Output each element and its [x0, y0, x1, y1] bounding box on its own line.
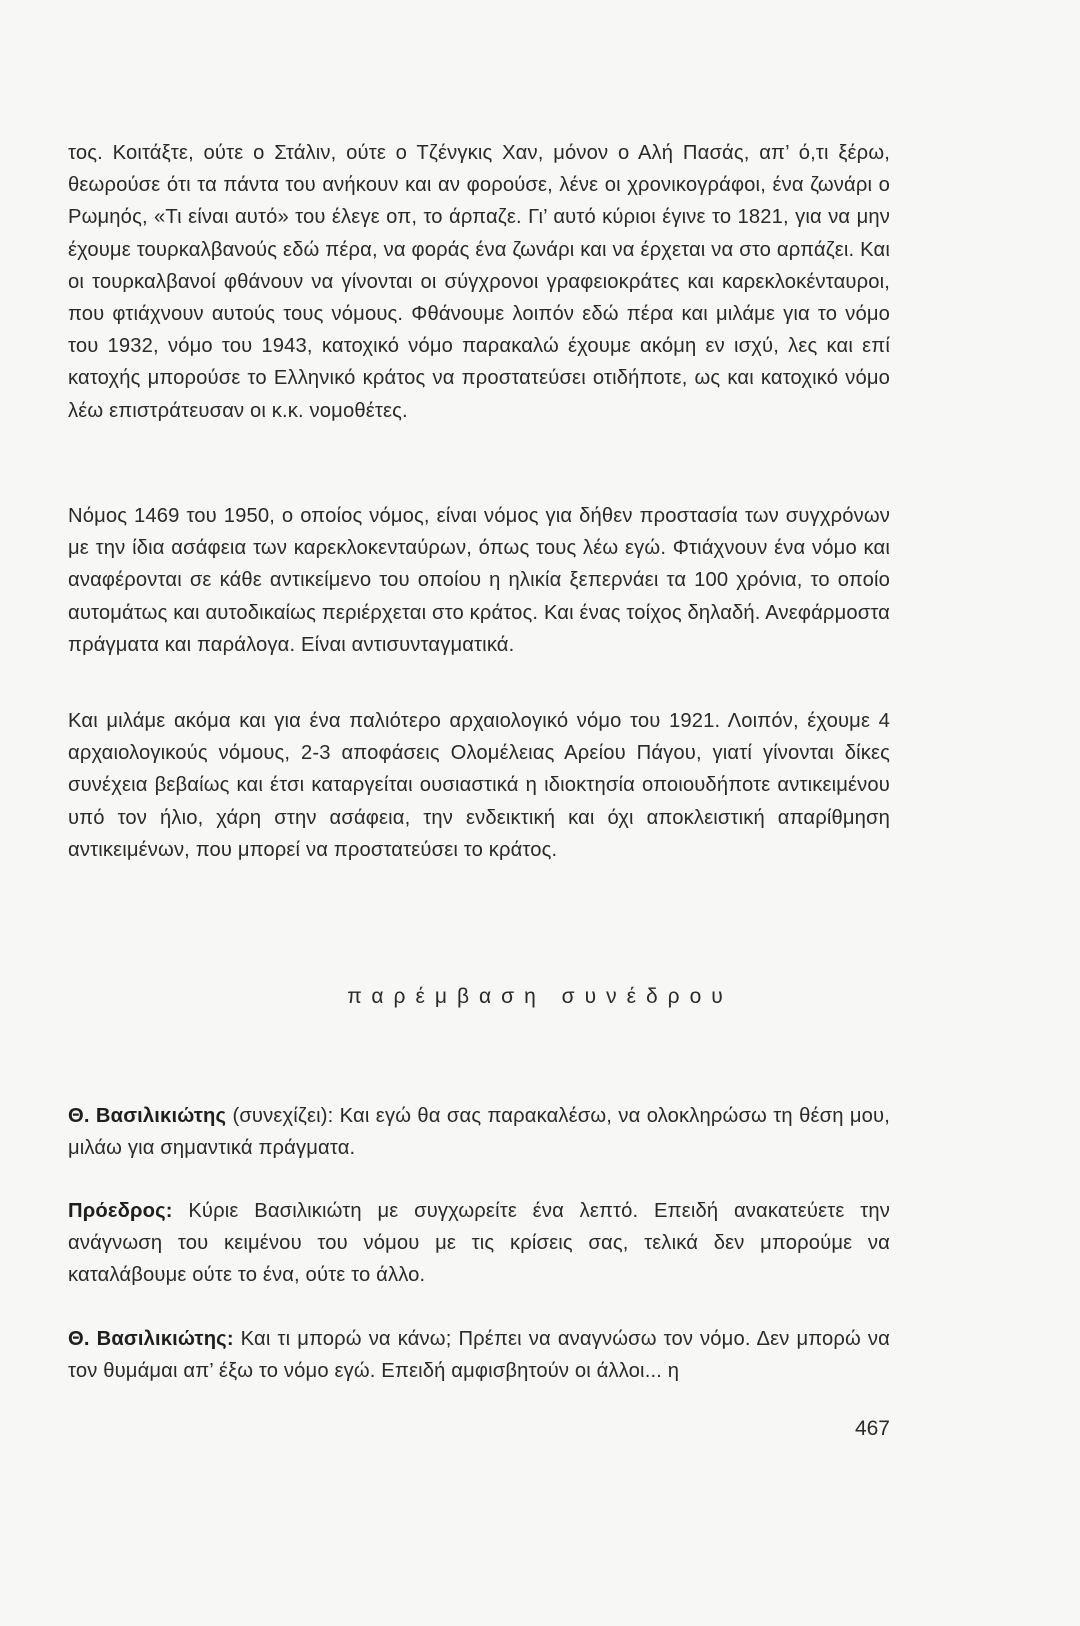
body-paragraph: Και μιλάμε ακόμα και για ένα παλιότερο αρχαιολογικό νόμο του 1921. Λοιπόν, έχουμε 4 αρχαιολογικούς νόμους, 2-3 αποφάσεις Ολομέλειας Αρείου Πάγου, γιατί γίνονται δίκες συνέχεια βεβαίως και έτσι καταργείται ουσιαστικά η ιδιοκτησία οποιουδήποτε αντικειμένου υπό τον ήλιο, χάρη στην ασάφεια, την ενδεικτική και όχι αποκλειστική απαρίθμηση αντικειμένων, που μπορεί να προστατεύσει το κράτος.: [68, 710, 890, 861]
speech-text: Και εγώ θα σας παρακαλέσω, να ολοκληρώσω τη θέση μου, μιλάω για σημαντικά πράγματα.: [68, 1105, 890, 1160]
speech-paragraph: [68, 1100, 890, 1164]
speaker-name: Θ. Βασιλικιώτης: [68, 1105, 227, 1127]
speech-text: Και τι μπορώ να κάνω; Πρέπει να αναγνώσω τον νόμο. Δεν μπορώ να τον θυμάμαι απ’ έξω το νόμο εγώ. Επειδή αμφισβητούν οι άλλοι... η: [68, 1328, 890, 1383]
body-paragraph: Νόμος 1469 του 1950, ο οποίος νόμος, είναι νόμος για δήθεν προστασία των συγχρόνων με την ίδια ασάφεια των καρεκλοκενταύρων, όπως τους λέω εγώ. Φτιάχνουν ένα νόμο και αναφέρονται σε κάθε αντικείμενο του οποίου η ηλικία ξεπερνάει τα 100 χρόνια, το οποίο αυτομάτως και αυτοδικαίως περιέρχεται στο κράτος. Και ένας τοίχος δηλαδή. Ανεφάρμοστα πράγματα και παράλογα. Είναι αντισυνταγματικά.: [68, 505, 890, 656]
speaker-note: (συνεχίζει):: [226, 1105, 334, 1127]
speaker-name: Θ. Βασιλικιώτης:: [68, 1328, 234, 1350]
speech-paragraph: [68, 1323, 890, 1387]
speaker-name: Πρόεδρος:: [68, 1200, 173, 1222]
speech-paragraph: [68, 1195, 890, 1292]
interlude-heading: παρέμβαση συνέδρου: [347, 985, 733, 1008]
body-paragraph: τος. Κοιτάξτε, ούτε ο Στάλιν, ούτε ο Τζένγκις Χαν, μόνον ο Αλή Πασάς, απ’ ό,τι ξέρω, θεωρούσε ότι τα πάντα του ανήκουν και αν φορούσε, λένε οι χρονικογράφοι, ένα ζωνάρι ο Ρωμηός, «Τι είναι αυτό» του έλεγε οπ, το άρπαζε. Γι’ αυτό κύριοι έγινε το 1821, για να μην έχουμε τουρκαλβανούς εδώ πέρα, να φοράς ένα ζωνάρι και να έρχεται να στο αρπάζει. Και οι τουρκαλβανοί φθάνουν να γίνονται οι σύγχρονοι γραφειοκράτες και καρεκλοκένταυροι, που φτιάχνουν αυτούς τους νόμους. Φθάνουμε λοιπόν εδώ πέρα και μιλάμε για το νόμο του 1932, νόμο του 1943, κατοχικό νόμο παρακαλώ έχουμε ακόμη εν ισχύ, λες και επί κατοχής μπορούσε το Ελληνικό κράτος να προστατεύσει οτιδήποτε, ως και κατοχικό νόμο λέω επιστράτευσαν οι κ.κ. νομοθέτες.: [68, 142, 890, 422]
speech-text: Κύριε Βασιλικιώτη με συγχωρείτε ένα λεπτό. Επειδή ανακατεύετε την ανάγνωση του κειμένου του νόμου με τις κρίσεις σας, τελικά δεν μπορούμε να καταλάβουμε ούτε το ένα, ούτε το άλλο.: [68, 1200, 890, 1287]
page-number: 467: [854, 1417, 890, 1440]
